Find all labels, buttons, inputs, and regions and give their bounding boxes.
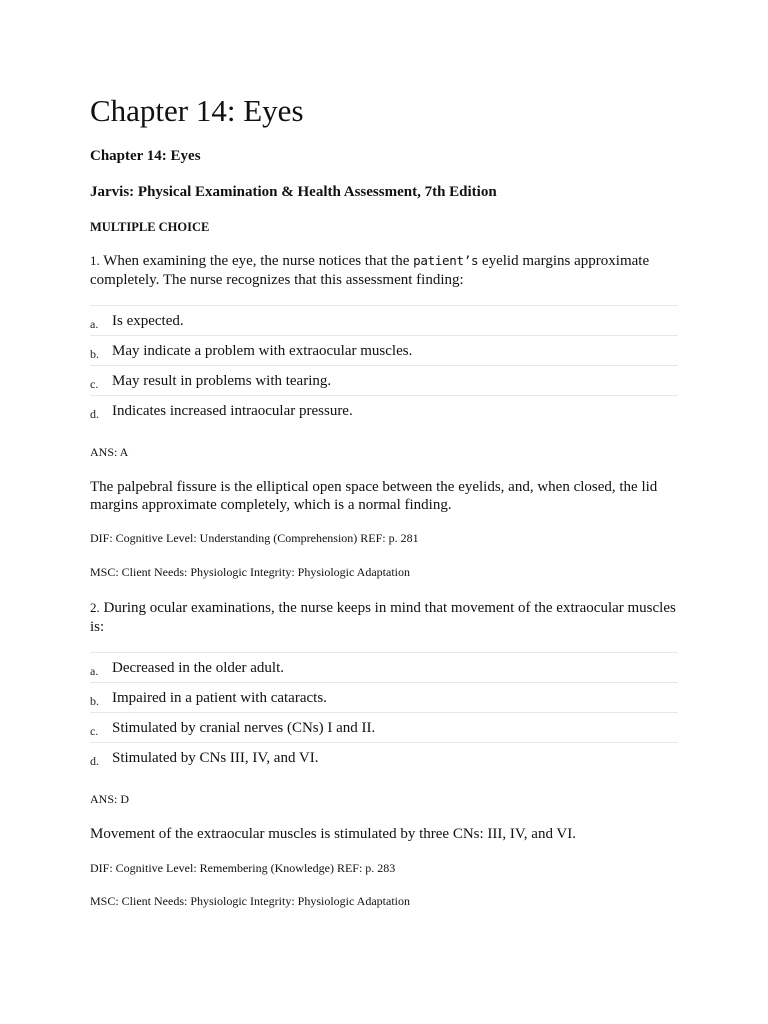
question-text-mono: patient’s — [413, 253, 479, 268]
chapter-heading: Chapter 14: Eyes — [90, 148, 201, 164]
option-text: Indicates increased intraocular pressure. — [112, 403, 353, 419]
option-text: May indicate a problem with extraocular muscles. — [112, 343, 413, 359]
rationale-text: Movement of the extraocular muscles is stimulated by three CNs: III, IV, and VI. — [90, 826, 576, 842]
option-c — [90, 713, 678, 743]
answer-key: ANS: A — [90, 445, 129, 459]
difficulty-line: DIF: Cognitive Level: Remembering (Knowledge) REF: p. 283 — [90, 861, 396, 875]
option-letter: b. — [90, 347, 99, 361]
option-letter: b. — [90, 694, 99, 708]
option-d — [90, 743, 678, 773]
msc-line: MSC: Client Needs: Physiologic Integrity: Physiologic Adaptation — [90, 565, 410, 579]
book-heading: Jarvis: Physical Examination & Health Assessment, 7th Edition — [90, 184, 497, 200]
question-2-options — [90, 652, 678, 773]
option-letter: d. — [90, 407, 99, 421]
option-text: Stimulated by CNs III, IV, and VI. — [112, 750, 319, 766]
option-text: Impaired in a patient with cataracts. — [112, 690, 327, 706]
option-b — [90, 683, 678, 713]
question-1-options — [90, 305, 678, 426]
question-number: 1. — [90, 253, 100, 268]
option-d — [90, 396, 678, 426]
option-text: Decreased in the older adult. — [112, 660, 285, 676]
msc-line: MSC: Client Needs: Physiologic Integrity: Physiologic Adaptation — [90, 894, 410, 908]
question-number: 2. — [90, 600, 100, 615]
section-label: MULTIPLE CHOICE — [90, 220, 210, 234]
option-text: May result in problems with tearing. — [112, 373, 332, 389]
difficulty-line: DIF: Cognitive Level: Understanding (Comprehension) REF: p. 281 — [90, 531, 419, 545]
option-letter: d. — [90, 754, 99, 768]
option-c — [90, 366, 678, 396]
question-1-stem — [90, 251, 680, 290]
question-text: eyelid margins approximate completely. The nurse recognizes that this assessment finding: — [90, 253, 650, 288]
option-text: Is expected. — [112, 313, 184, 329]
option-a — [90, 306, 678, 336]
answer-key: ANS: D — [90, 792, 130, 806]
question-text: During ocular examinations, the nurse keeps in mind that movement of the extraocular muscles is: — [90, 600, 676, 635]
rationale-text: The palpebral fissure is the elliptical open space between the eyelids, and, when closed, the lid margins approximate completely, which is a normal finding. — [90, 479, 658, 513]
question-2-stem — [90, 598, 680, 637]
option-text: Stimulated by cranial nerves (CNs) I and II. — [112, 720, 376, 736]
document-title: Chapter 14: Eyes — [90, 93, 304, 128]
option-letter: a. — [90, 664, 99, 678]
option-letter: c. — [90, 724, 99, 738]
option-a — [90, 653, 678, 683]
option-letter: a. — [90, 317, 99, 331]
question-text: When examining the eye, the nurse notices that the — [103, 253, 414, 269]
option-letter: c. — [90, 377, 99, 391]
option-b — [90, 336, 678, 366]
